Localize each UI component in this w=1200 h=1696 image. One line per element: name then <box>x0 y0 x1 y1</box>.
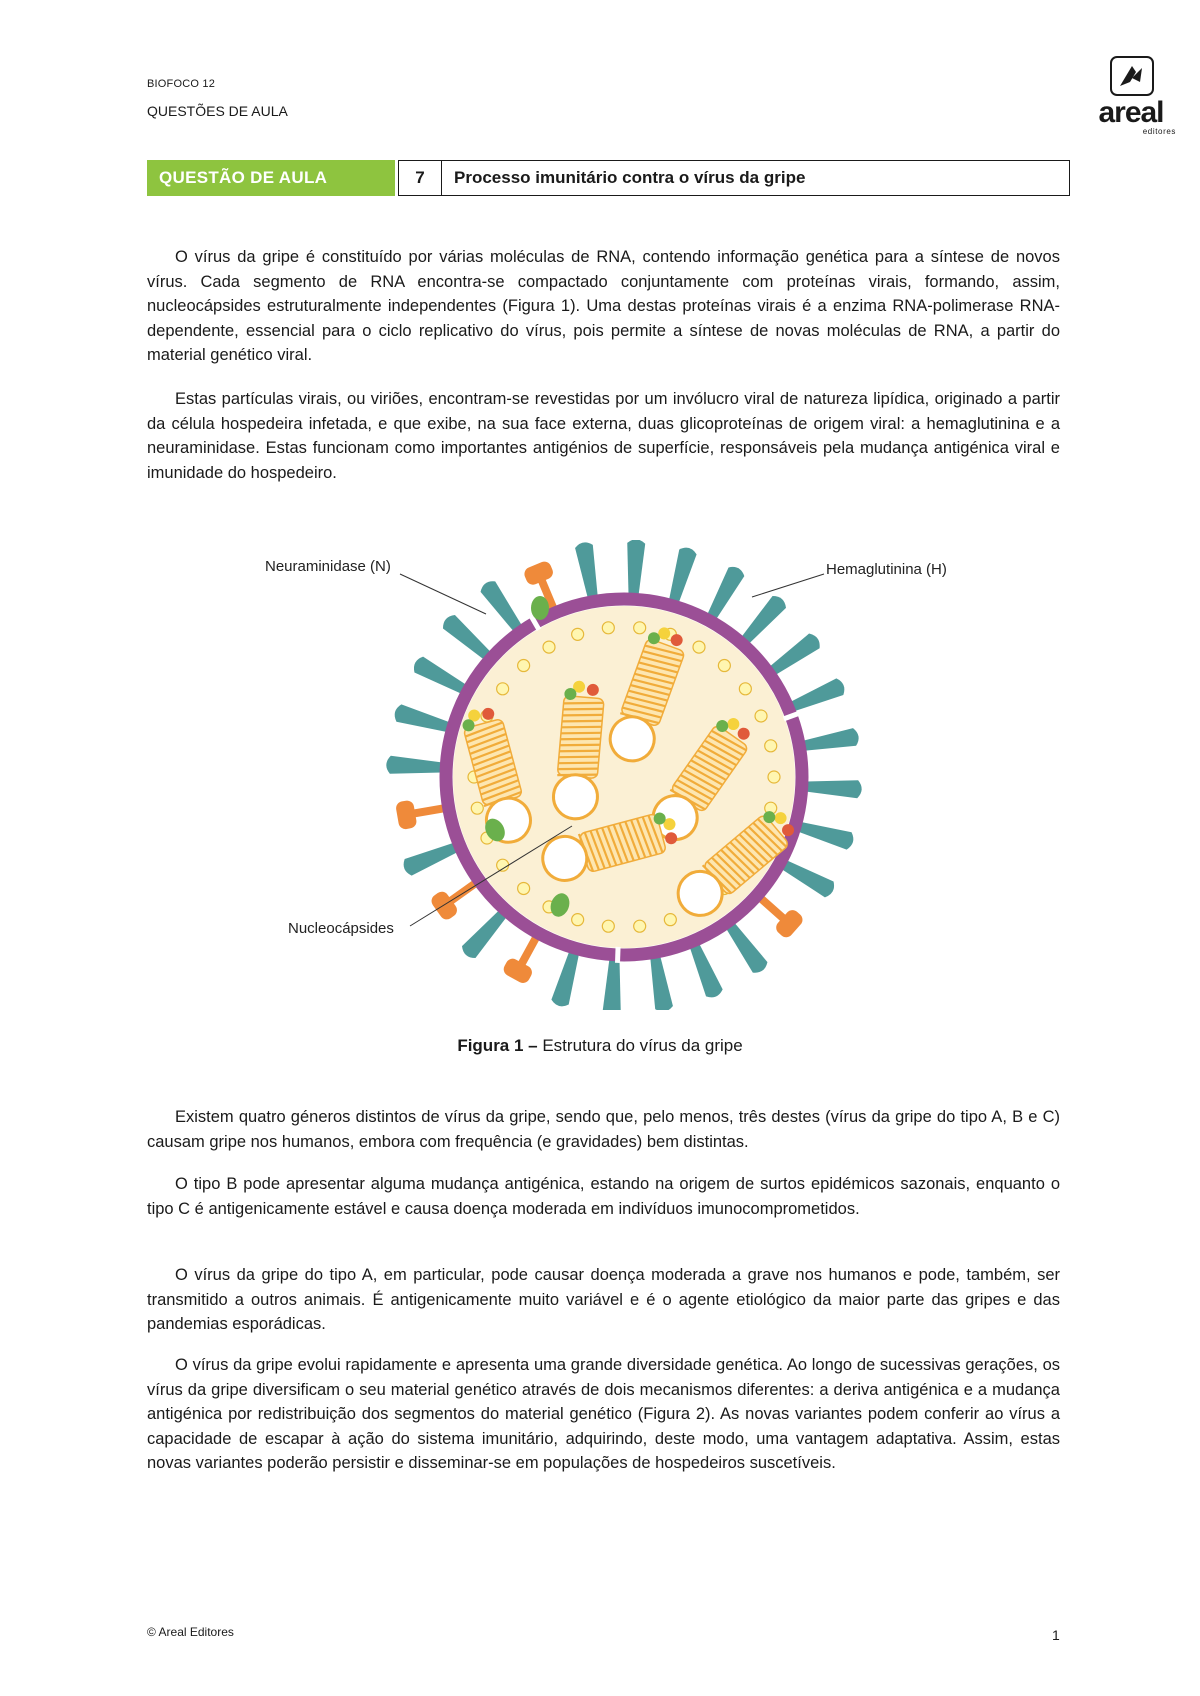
matrix-dot <box>739 683 751 695</box>
virus-diagram <box>250 540 1000 1010</box>
hemagglutinin-body <box>393 703 452 736</box>
hemagglutinin-spike <box>386 756 443 777</box>
hemagglutinin-spike <box>574 541 601 599</box>
envelope-gap <box>615 947 621 963</box>
paragraph-2: Estas partículas virais, ou viriões, encontram-se revestidas por um invólucro viral de natureza lipídica, originado a partir da célula hospedeira infetada, e que exibe, na sua face externa, duas glicoproteínas de origem viral: a hemaglutinina e a neuraminidase. Estas funcionam como importantes antigénios de superfície, responsáveis pela mudança antigénica viral e imunidade do hospedeiro. <box>147 390 1060 482</box>
matrix-dot <box>634 622 646 634</box>
hemagglutinin-spike <box>797 818 856 851</box>
hemagglutinin-body <box>625 540 646 596</box>
hemagglutinin-spike <box>550 950 583 1009</box>
label-nucleocapsides: Nucleocápsides <box>288 920 394 937</box>
logo-subtitle: editores <box>1142 127 1176 136</box>
question-title: Processo imunitário contra o vírus da gripe <box>441 160 1070 196</box>
hemagglutinin-body <box>704 564 747 622</box>
hemagglutinin-body <box>686 941 724 1000</box>
label-hemaglutinina: Hemaglutinina (H) <box>826 561 947 578</box>
hemagglutinin-spike <box>686 941 724 1000</box>
question-header <box>147 160 1070 196</box>
logo-emblem-icon <box>1110 56 1154 96</box>
hemagglutinin-body <box>788 677 847 715</box>
paragraph-1: O vírus da gripe é constituído por várias moléculas de RNA, contendo informação genética para a síntese de novos vírus. Cada segmento de RNA encontra-se compactado conjuntamente com proteínas virais, formando, assim, nucleocápsides estruturalmente independentes (Figura 1). Uma destas proteínas virais é a enzima RNA-polimerase RNA-dependente, essencial para o ciclo replicativo do vírus, pois permite a síntese de novas moléculas de RNA, a partir do material genético viral. <box>147 248 1060 364</box>
page-number: 1 <box>1052 1627 1060 1643</box>
figure-caption <box>0 1036 1200 1056</box>
matrix-dot <box>602 622 614 634</box>
matrix-dot <box>768 771 780 783</box>
matrix-dot <box>497 683 509 695</box>
footer-copyright: © Areal Editores <box>147 1625 234 1639</box>
hemagglutinin-spike <box>788 677 847 715</box>
hemagglutinin-body <box>797 818 856 851</box>
hemagglutinin-spike <box>625 540 646 596</box>
hemagglutinin-body <box>411 655 469 698</box>
caption-label: Figura 1 – <box>457 1036 538 1055</box>
hemagglutinin-spike <box>802 727 860 754</box>
hemagglutinin-body <box>574 541 601 599</box>
hemagglutinin-spike <box>646 955 673 1010</box>
hemagglutinin-spike <box>603 958 624 1010</box>
paragraph-3: Existem quatro géneros distintos de vírus da gripe, sendo que, pelo menos, três destes (vírus da gripe do tipo A, B e C) causam gripe nos humanos, embora com frequência (e gravidades) bem distintas. <box>147 1108 1060 1151</box>
publisher-logo <box>1086 56 1176 142</box>
green-protein <box>531 596 549 620</box>
matrix-dot <box>518 882 530 894</box>
neuraminidase-spike <box>395 794 447 830</box>
leader-hemaglutinina <box>752 574 824 597</box>
hemagglutinin-body <box>665 546 698 605</box>
hemagglutinin-spike <box>704 564 747 622</box>
hemagglutinin-spike <box>401 839 460 877</box>
matrix-dot <box>602 920 614 932</box>
hemagglutinin-body <box>401 839 460 877</box>
paragraph-4: O tipo B pode apresentar alguma mudança antigénica, estando na origem de surtos epidémicos sazonais, enquanto o tipo C é antigenicamente estável e causa doença moderada em indivíduos imunocomprometidos. <box>147 1175 1060 1218</box>
question-number: 7 <box>398 160 442 196</box>
matrix-dot <box>634 920 646 932</box>
matrix-dot <box>664 914 676 926</box>
hemagglutinin-spike <box>411 655 469 698</box>
hemagglutinin-body <box>779 857 837 900</box>
hemagglutinin-body <box>805 778 862 799</box>
leader-neuraminidase <box>400 574 486 614</box>
hemagglutinin-spike <box>779 857 837 900</box>
caption-text: Estrutura do vírus da gripe <box>537 1036 743 1055</box>
neuraminidase-head <box>395 799 418 830</box>
hemagglutinin-spike <box>805 778 862 799</box>
hemagglutinin-spike <box>665 546 698 605</box>
matrix-dot <box>471 802 483 814</box>
virus-structure-figure <box>250 540 1000 1010</box>
neuraminidase-head <box>501 956 534 985</box>
paragraph-6: O vírus da gripe evolui rapidamente e apresenta uma grande diversidade genética. Ao longo de sucessivas gerações, os vírus da gripe diversificam o seu material genético através de dois mecanismos diferentes: a deriva antigénica e a mudança antigénica por redistribuição dos segmentos do material genético (Figura 2). As novas variantes podem conferir ao vírus a capacidade de escapar à ação do sistema imunitário, adquirindo, deste modo, uma vantagem adaptativa. Assim, estas novas variantes poderão persistir e disseminar-se em populações de hospedeiros suscetíveis. <box>147 1356 1060 1472</box>
matrix-dot <box>765 740 777 752</box>
matrix-dot <box>572 914 584 926</box>
matrix-dot <box>518 660 530 672</box>
hemagglutinin-body <box>603 958 624 1010</box>
hemagglutinin-body <box>802 727 860 754</box>
section-name: QUESTÕES DE AULA <box>147 103 288 119</box>
question-label: QUESTÃO DE AULA <box>147 160 395 196</box>
neuraminidase-stalk <box>411 804 446 818</box>
gap-mark <box>615 947 621 963</box>
hemagglutinin-body <box>550 950 583 1009</box>
matrix-dot <box>755 710 767 722</box>
hemagglutinin-body <box>646 955 673 1010</box>
matrix-dot <box>572 628 584 640</box>
series-name: BIOFOCO 12 <box>147 78 216 90</box>
hemagglutinin-spike <box>393 703 452 736</box>
paragraph-5: O vírus da gripe do tipo A, em particular, pode causar doença moderada a grave nos humanos e pode, também, ser transmitido a outros animais. É antigenicamente muito variável e é o agente etiológico da maior parte das gripes e das pandemias esporádicas. <box>147 1266 1060 1333</box>
matrix-dot <box>693 641 705 653</box>
label-neuraminidase: Neuraminidase (N) <box>265 558 391 575</box>
matrix-dot <box>543 641 555 653</box>
logo-word: areal <box>1098 96 1164 129</box>
neuraminidase-head <box>522 559 555 586</box>
matrix-dot <box>718 660 730 672</box>
hemagglutinin-body <box>386 756 443 777</box>
